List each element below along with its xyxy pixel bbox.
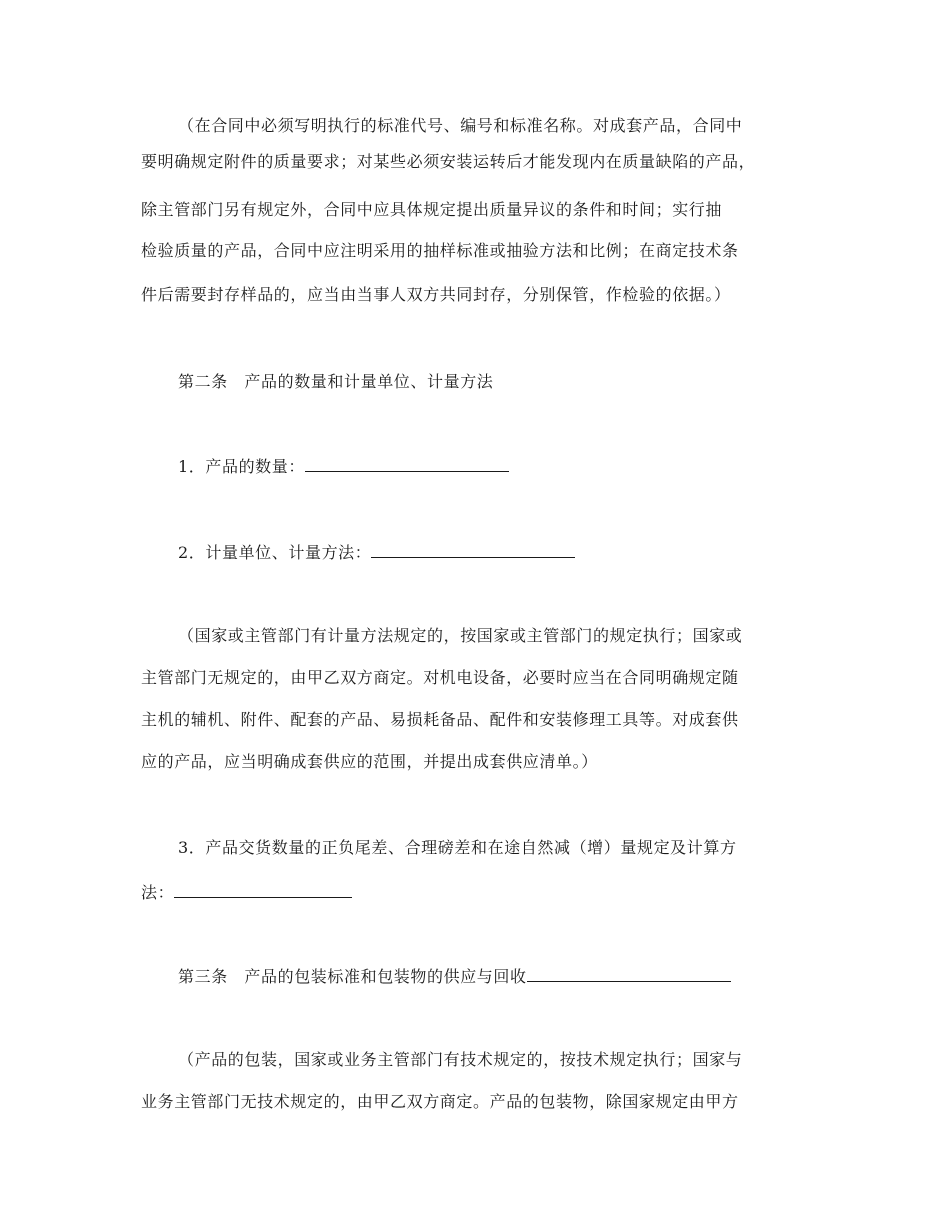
item-1-label: 1．产品的数量： <box>178 457 305 476</box>
item-3-label: 法： <box>141 883 175 902</box>
tolerance-blank-line <box>174 882 352 898</box>
packaging-blank-line <box>527 966 731 982</box>
article-3-heading <box>178 966 731 987</box>
paragraph-measurement-note-line-1: （国家或主管部门有计量方法规定的，按国家或主管部门的规定执行；国家或 <box>178 626 743 645</box>
paragraph-quality-note-line-4: 检验质量的产品，合同中应注明采用的抽样标准或抽验方法和比例；在商定技术条 <box>141 241 739 260</box>
article-3-heading-text: 第三条 产品的包装标准和包装物的供应与回收 <box>178 967 527 986</box>
paragraph-measurement-note-line-4: 应的产品，应当明确成套供应的范围，并提出成套供应清单。） <box>141 752 598 771</box>
item-2-label: 2．计量单位、计量方法： <box>178 543 372 562</box>
item-3-line-2 <box>141 882 352 903</box>
item-2-unit-method <box>178 542 575 563</box>
paragraph-packaging-note-line-2: 业务主管部门无技术规定的，由甲乙双方商定。产品的包装物，除国家规定由甲方 <box>141 1092 739 1111</box>
quantity-blank-line <box>305 456 509 472</box>
paragraph-packaging-note-line-1: （产品的包装，国家或业务主管部门有技术规定的，按技术规定执行；国家与 <box>178 1050 743 1069</box>
article-2-heading: 第二条 产品的数量和计量单位、计量方法 <box>178 372 494 391</box>
paragraph-quality-note-line-5: 件后需要封存样品的，应当由当事人双方共同封存，分别保管，作检验的依据。） <box>141 285 731 304</box>
paragraph-quality-note-line-3: 除主管部门另有规定外，合同中应具体规定提出质量异议的条件和时间；实行抽 <box>141 200 723 219</box>
unit-method-blank-line <box>371 542 575 558</box>
paragraph-measurement-note-line-2: 主管部门无规定的，由甲乙双方商定。对机电设备，必要时应当在合同明确规定随 <box>141 668 739 687</box>
paragraph-measurement-note-line-3: 主机的辅机、附件、配套的产品、易损耗备品、配件和安装修理工具等。对成套供 <box>141 710 739 729</box>
item-3-line-1: 3．产品交货数量的正负尾差、合理磅差和在途自然减（增）量规定及计算方 <box>178 838 737 857</box>
item-1-quantity <box>178 456 509 477</box>
paragraph-quality-note-line-2: 要明确规定附件的质量要求；对某些必须安装运转后才能发现内在质量缺陷的产品， <box>141 152 756 171</box>
paragraph-quality-note-line-1: （在合同中必须写明执行的标准代号、编号和标准名称。对成套产品，合同中 <box>178 116 743 135</box>
